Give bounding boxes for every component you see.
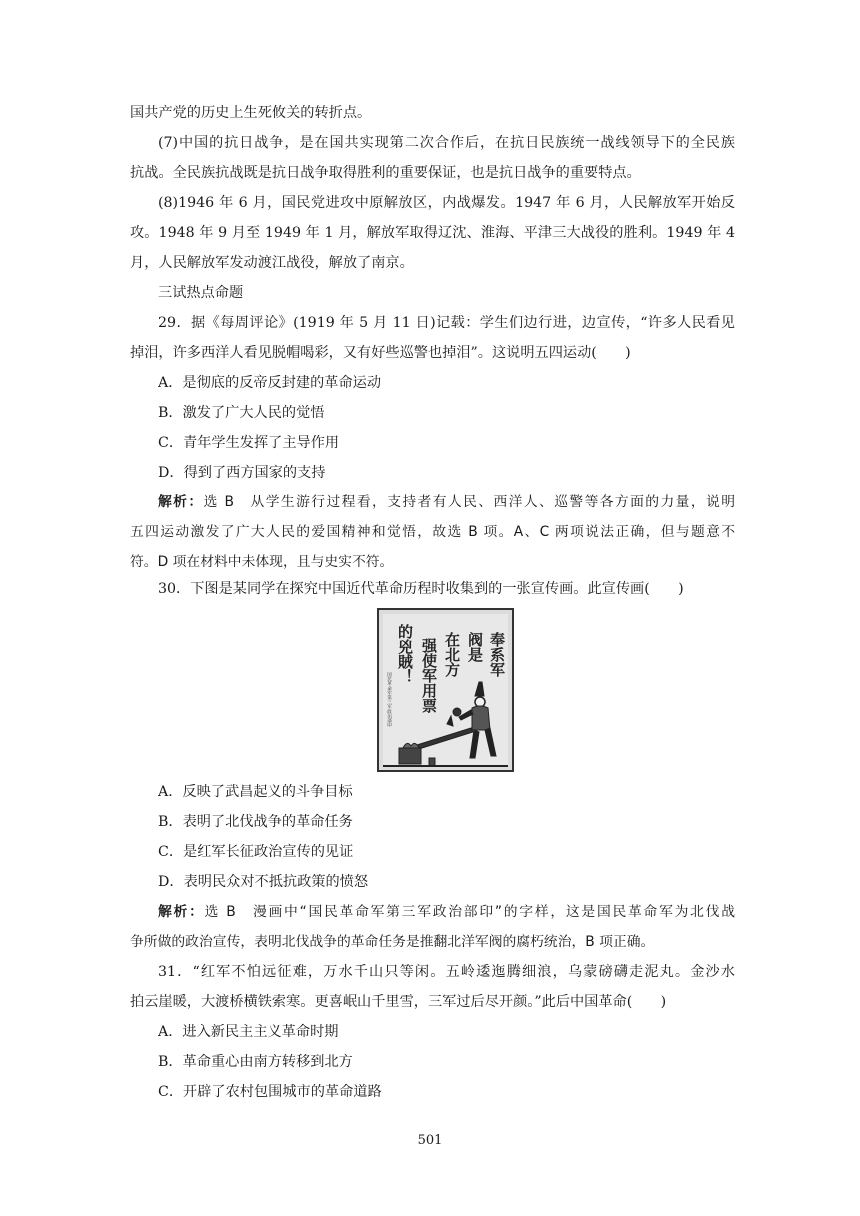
poster-text-col2: 阀是: [466, 632, 484, 662]
analysis-30: [158, 902, 735, 922]
page-number: 501: [417, 1133, 443, 1148]
poster-text-col3: 在北方: [443, 632, 461, 677]
propaganda-poster-image: [377, 608, 514, 772]
text-line: (7)中国的抗日战争，是在国共实现第二次合作后，在抗日民族统一战线领导下的全民族: [158, 135, 735, 151]
option-b: B．表明了北伐战争的革命任务: [158, 814, 353, 830]
option-c: C．开辟了农村包围城市的革命道路: [158, 1084, 382, 1100]
option-a: A．进入新民主主义革命时期: [158, 1024, 339, 1040]
question-29-stem: 29．据《每周评论》(1919 年 5 月 11 日)记载：学生们边行进，边宣传，“许多人民看见: [158, 315, 735, 331]
text-line: 攻。1948 年 9 月至 1949 年 1 月，解放军取得辽沈、淮海、平津三大战役的胜利。1949 年 4: [130, 225, 735, 241]
analysis-text: 选 B 漫画中“国民革命军第三军政治部印”的字样，这是国民革命军为北伐战: [204, 904, 735, 920]
option-c: C．是红军长征政治宣传的见证: [158, 844, 354, 860]
poster-seal-text: 国民革命军第三军政治部印: [386, 672, 392, 728]
analysis-29: 五四运动激发了广大人民的爱国精神和觉悟，故选 B 项。A、C 两项说法正确，但与题意不: [130, 524, 735, 540]
option-a: A．是彻底的反帝反封建的革命运动: [158, 375, 382, 391]
poster-text-col4: 强使军用票: [420, 638, 438, 713]
analysis-30: 争所做的政治宣传，表明北伐战争的革命任务是推翻北洋军阀的腐朽统治，B 项正确。: [130, 934, 655, 950]
poster-text-col5: 的兇賊！: [396, 624, 414, 684]
analysis-text: 选 B 从学生游行过程看，支持者有人民、西洋人、巡警等各方面的力量，说明: [203, 494, 735, 510]
option-a: A．反映了武昌起义的斗争目标: [158, 784, 353, 800]
text-line: (8)1946 年 6 月，国民党进攻中原解放区，内战爆发。1947 年 6 月，人民解放军开始反: [158, 195, 735, 211]
question-31-stem: 拍云崖暖，大渡桥横铁索寒。更喜岷山千里雪，三军过后尽开颜。”此后中国革命( ): [130, 994, 667, 1010]
text-line: 月，人民解放军发动渡江战役，解放了南京。: [130, 255, 414, 271]
analysis-29: [158, 492, 735, 512]
question-30-stem: 30．下图是某同学在探究中国近代革命历程时收集到的一张宣传画。此宣传画( ): [158, 581, 684, 597]
analysis-label: 解析：: [158, 494, 204, 510]
analysis-label: 解析：: [158, 904, 205, 920]
option-b: B．革命重心由南方转移到北方: [158, 1054, 353, 1070]
section-heading: 三试热点命题: [158, 285, 244, 301]
option-c: C．青年学生发挥了主导作用: [158, 435, 340, 451]
analysis-29: 符。D 项在材料中未体现，且与史实不符。: [130, 554, 394, 570]
text-line: 国共产党的历史上生死攸关的转折点。: [130, 105, 372, 121]
option-d: D．表明民众对不抵抗政策的愤怒: [158, 874, 369, 890]
option-d: D．得到了西方国家的支持: [158, 465, 326, 481]
poster-text-col1: 奉系军: [488, 632, 506, 677]
text-line: 抗战。全民族抗战既是抗日战争取得胜利的重要保证，也是抗日战争的重要特点。: [130, 165, 641, 181]
option-b: B．激发了广大人民的觉悟: [158, 405, 325, 421]
question-31-stem: 31．“红军不怕远征难，万水千山只等闲。五岭逶迤腾细浪，乌蒙磅礴走泥丸。金沙水: [158, 964, 735, 980]
question-29-stem: 掉泪，许多西洋人看见脱帽喝彩，又有好些巡警也掉泪”。这说明五四运动( ): [130, 345, 631, 361]
